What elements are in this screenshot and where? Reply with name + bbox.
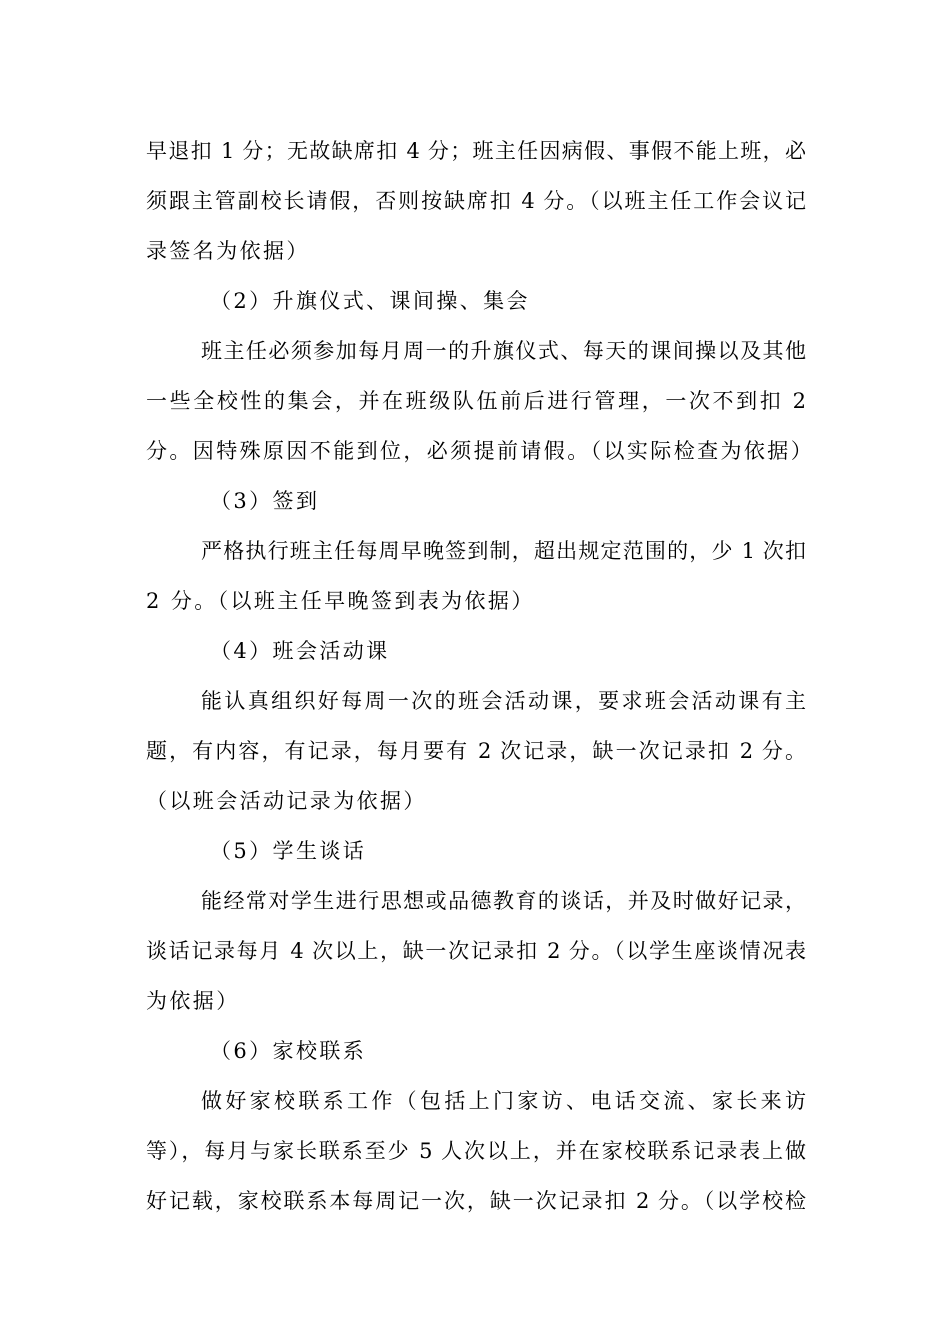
section-heading: （3）签到 bbox=[210, 489, 320, 513]
paragraph-line: 等），每月与家长联系至少 5 人次以上，并在家校联系记录表上做 bbox=[146, 1139, 806, 1163]
section-heading: （2）升旗仪式、课间操、集会 bbox=[210, 289, 530, 313]
paragraph-line: 分。因特殊原因不能到位，必须提前请假。（以实际检查为依据） bbox=[146, 439, 815, 463]
paragraph-line: （以班会活动记录为依据） bbox=[146, 789, 427, 813]
paragraph-line: 做好家校联系工作（包括上门家访、电话交流、家长来访 bbox=[201, 1089, 806, 1113]
paragraph-line: 谈话记录每月 4 次以上，缺一次记录扣 2 分。（以学生座谈情况表 bbox=[146, 939, 806, 963]
paragraph-line: 须跟主管副校长请假，否则按缺席扣 4 分。（以班主任工作会议记 bbox=[146, 189, 806, 213]
paragraph-line: 能经常对学生进行思想或品德教育的谈话，并及时做好记录， bbox=[201, 889, 806, 913]
section-heading: （6）家校联系 bbox=[210, 1039, 367, 1063]
paragraph-line: 好记载，家校联系本每周记一次，缺一次记录扣 2 分。（以学校检 bbox=[146, 1189, 806, 1213]
paragraph-line: 能认真组织好每周一次的班会活动课，要求班会活动课有主 bbox=[201, 689, 806, 713]
section-heading: （4）班会活动课 bbox=[210, 639, 390, 663]
paragraph-line: 严格执行班主任每周早晚签到制，超出规定范围的，少 1 次扣 bbox=[201, 539, 806, 563]
section-heading: （5）学生谈话 bbox=[210, 839, 367, 863]
paragraph-line: 2 分。（以班主任早晚签到表为依据） bbox=[146, 589, 535, 613]
paragraph-line: 题，有内容，有记录，每月要有 2 次记录，缺一次记录扣 2 分。 bbox=[146, 739, 806, 763]
paragraph-line: 早退扣 1 分；无故缺席扣 4 分；班主任因病假、事假不能上班，必 bbox=[146, 139, 806, 163]
paragraph-line: 一些全校性的集会，并在班级队伍前后进行管理，一次不到扣 2 bbox=[146, 389, 806, 413]
paragraph-line: 录签名为依据） bbox=[146, 239, 310, 263]
paragraph-line: 班主任必须参加每月周一的升旗仪式、每天的课间操以及其他 bbox=[201, 339, 806, 363]
paragraph-line: 为依据） bbox=[146, 989, 240, 1013]
